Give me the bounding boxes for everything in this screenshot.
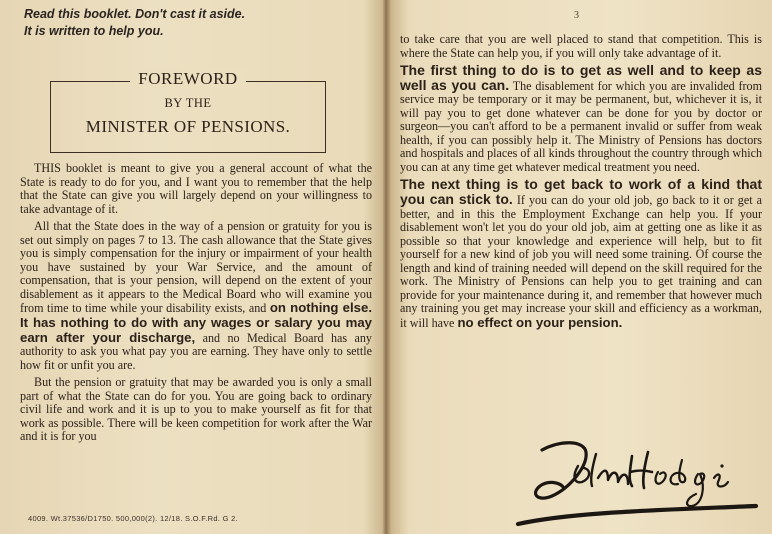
left-paragraph-2-text: All that the State does in the way of a pension or gratuity for you is set out simply on pages 7 to 13. The cash allowance that the State gives you is simply compensation for the injury or impairment of your health you have sustained by your War Service, and the amount of compensation, that is your pension, will depend on the extent of your disablement as it appears to the Medical Board who will examine you from time to time while your disability exists, and <box>20 219 372 316</box>
right-paragraph-3-emphasis: no effect on your pension. <box>457 314 623 330</box>
right-paragraph-2 <box>400 64 762 174</box>
left-paragraph-2-emphasis: on nothing else. It has nothing to do with any wages or salary you may earn after your discharge, <box>20 300 372 345</box>
page-number: 3 <box>574 10 579 21</box>
foreword-heading <box>51 69 325 89</box>
foreword-box <box>50 69 326 153</box>
top-note-line-2: It is written to help you. <box>24 24 164 38</box>
left-paragraph-2 <box>20 220 372 372</box>
right-paragraph-2-text: The disablement for which you are invalided from service may be temporary or it may be permanent, but, whichever it is, it will pay you to get done whatever can be done for you by doctor or surgeon—you can't afford to be a permanent invalid or suffer from weak health, if you can possibly help it. The Ministry of Pensions has doctors and hospitals and places of all kinds throughout the country through which you can at any time get whatever medical treatment you need. <box>400 78 762 174</box>
right-paragraph-1: to take care that you are well placed to stand that competition. This is where the State can help you, if you will only take advantage of it. <box>400 32 762 60</box>
right-paragraph-3-heading: The next thing is to get back to work of a kind that you can stick to. <box>400 176 762 208</box>
right-paragraph-3 <box>400 178 762 330</box>
foreword-author: MINISTER OF PENSIONS. <box>85 117 291 136</box>
right-body-text <box>400 33 762 330</box>
signature-image <box>512 432 762 528</box>
signature-text: John Hodge <box>512 432 517 433</box>
left-paragraph-3: But the pension or gratuity that may be awarded you is only a small part of what the State can do for you. You are going back to ordinary civil life and work and it is up to you to make yourself as fit for that work as possible. There will be keen competition for work after the War and it is for you <box>20 375 372 444</box>
left-paragraph-1: THIS booklet is meant to give you a general account of what the State is ready to do for you, and I want you to remember that the help that the State can give you will largely depend on your willingness to take advantage of it. <box>20 161 372 216</box>
left-body-text <box>20 162 372 444</box>
left-page <box>0 0 382 534</box>
right-page <box>392 0 772 534</box>
top-note <box>24 6 245 40</box>
right-paragraph-3-text: If you can do your old job, go back to it or get a better, and in this the Employment Exchange can help you. If your disablement won't let you do your old job, aim at getting one as like it as possible so that your knowledge and experience will help, but to fit yourself for a new kind of job you will need some training. Of course the length and kind of training needed will depend on the skill required for the work. The Ministry of Pensions can help you to get training and can provide for your maintenance during it, and remember that however much any training you get may increase your skill and efficiency as a workman, it will have <box>400 193 762 330</box>
right-paragraph-2-heading: The first thing to do is to get as well and to keep as well as you can. <box>400 62 762 93</box>
left-paragraph-2-tail: and no Medical Board has any authority to ask you what pay you are earning. They have only to settle how fit or unfit you are. <box>20 330 372 372</box>
foreword-by: BY THE <box>164 96 212 110</box>
foreword-title: FOREWORD <box>130 69 245 88</box>
top-note-line-1: Read this booklet. Don't cast it aside. <box>24 7 246 21</box>
print-code-footer: 4009. Wt.37536/D1750. 500,000(2). 12/18. S.O.F.Rd. G 2. <box>28 514 238 523</box>
